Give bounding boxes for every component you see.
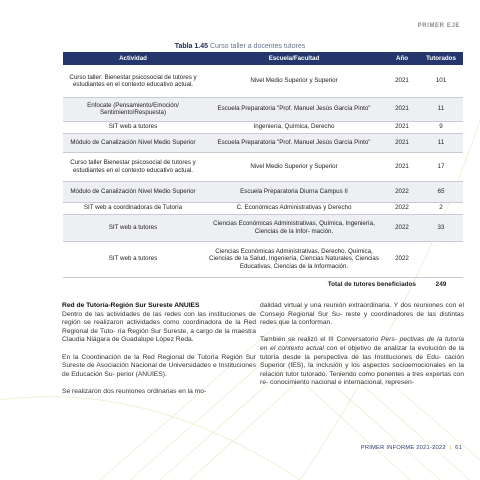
- cell-anio: 2021: [385, 65, 419, 97]
- text-column-left: [62, 302, 256, 405]
- text-column-right: [260, 302, 464, 397]
- cell-actividad: SIT web a tutores: [63, 241, 203, 277]
- cell-anio: 2022: [385, 181, 419, 202]
- cell-actividad: Curso taller: Bienestar psicosocial de tutores y estudiantes en el contexto educativo actual.: [63, 65, 203, 97]
- report-name: PRIMER INFORME 2021-2022: [360, 445, 446, 451]
- cell-actividad: SIT web a tutores: [63, 214, 203, 241]
- column-header-tutorados: Tutorados: [419, 52, 463, 65]
- cell-escuela: C. Económicas Administrativas y Derecho: [203, 202, 385, 214]
- paragraph-text: También se realizó el III Conversatorio: [260, 336, 381, 344]
- paragraph-text: con el objetivo de analizar la evolución de la tutoría desde la perspectiva de las Instituciones de Edu- cación Superior (IES), la inclusión y los aspectos socioemocionales en la relación tutor tutorado. Teniendo como ponentes a tres expertas con re- conocimiento nacional e internacional, represen-: [260, 344, 464, 387]
- cell-actividad: Módulo de Canalización Nivel Medio Superior: [63, 181, 203, 202]
- cell-tutorados: 65: [419, 181, 463, 202]
- cell-escuela: Nivel Medio Superior y Superior: [203, 152, 385, 181]
- cell-escuela: Ingeniería, Química, Derecho: [203, 121, 385, 133]
- table-row: [63, 97, 463, 121]
- cell-anio: 2021: [385, 152, 419, 181]
- section-heading: Red de Tutoría-Región Sur Sureste ANUIES: [62, 302, 200, 309]
- paragraph: Se realizaron dos reuniones ordinarias en la mo-: [62, 387, 207, 395]
- table-row: [63, 181, 463, 202]
- cell-anio: 2021: [385, 97, 419, 121]
- column-header-escuela: Escuela/Facultad: [203, 52, 385, 65]
- table-row: [63, 202, 463, 214]
- table-caption: [0, 43, 480, 50]
- footer-separator: |: [449, 445, 452, 451]
- total-label: Total de tutores beneficiados: [327, 280, 416, 288]
- cell-tutorados: 2: [419, 202, 463, 214]
- table-row: [63, 121, 463, 133]
- table-row: [63, 133, 463, 152]
- cell-tutorados: [419, 241, 463, 277]
- cell-anio: 2021: [385, 121, 419, 133]
- cell-escuela: Escuela Preparatoria "Prof. Manuel Jesús García Pinto": [203, 97, 385, 121]
- cell-escuela: Escuela Preparatoria "Prof. Manuel Jesús García Pinto": [203, 133, 385, 152]
- cell-anio: 2022: [385, 241, 419, 277]
- cell-actividad: Módulo de Canalización Nivel Medio Superior: [63, 133, 203, 152]
- table-row: [63, 65, 463, 97]
- table-row: [63, 152, 463, 181]
- table-caption-text: Curso taller a docentes tutores: [209, 43, 306, 50]
- cell-tutorados: 11: [419, 97, 463, 121]
- table-header-row: [63, 52, 463, 65]
- table-caption-number: Tabla 1.45: [174, 43, 209, 50]
- paragraph-conversatorio: [260, 336, 464, 388]
- column-header-actividad: Actividad: [63, 52, 203, 65]
- paragraph: En la Coordinación de la Red Regional de Tutoría Región Sur Sureste de Asociación Nacional de Universidades e Instituciones de Educación Su- perior (ANUIES).: [62, 353, 256, 378]
- table-row: [63, 214, 463, 241]
- section-tag: PRIMER EJE: [417, 23, 460, 29]
- event-title: Pers- pectivas de la tutoría en el contexto actual: [260, 336, 464, 352]
- paragraph: Dentro de las actividades de las redes con las instituciones de región se realizaron actividades como coordinadora de la Red Regional de Tuto- ría Región Sur Sureste, a cargo de la maestra Claudia Niágara de Guadalupe López Reda.: [62, 310, 256, 344]
- cell-tutorados: 17: [419, 152, 463, 181]
- cell-actividad: Enfocate (Pensamiento/Emoción/ Sentimiento/Respuesta): [63, 97, 203, 121]
- cell-escuela: Nivel Medio Superior y Superior: [203, 65, 385, 97]
- table-row: [63, 241, 463, 277]
- cell-actividad: SIT web a tutores: [63, 121, 203, 133]
- tutors-table: [63, 52, 463, 289]
- cell-actividad: Curso taller Bienestar psicosocial de tutores y estudiantes en el contexto educativo actual.: [63, 152, 203, 181]
- cell-anio: 2022: [385, 202, 419, 214]
- column-header-anio: Año: [385, 52, 419, 65]
- cell-tutorados: 11: [419, 133, 463, 152]
- table-total-row: [63, 277, 463, 289]
- cell-actividad: SIT web a coordinadoras de Tutoría: [63, 202, 203, 214]
- cell-tutorados: 33: [419, 214, 463, 241]
- page-number: 61: [455, 445, 462, 451]
- cell-escuela: Ciencias Económicas Administrativas, Derecho, Química, Ciencias de la Salud, Ingeniería, Ciencias Naturales, Ciencias Educativas, Ciencias de la Información.: [203, 241, 385, 277]
- total-value: 249: [435, 280, 447, 288]
- paragraph: dalidad virtual y una reunión extraordinaria. Y dos reuniones con el Consejo Regional Sur Su- reste y coordinadores de las distintas redes que la conforman.: [260, 302, 464, 327]
- cell-anio: 2021: [385, 133, 419, 152]
- page-footer: [361, 445, 462, 451]
- cell-escuela: Ciencias Económicas Administrativas, Química, Ingeniería, Ciencias de la Infor- mación.: [203, 214, 385, 241]
- cell-anio: 2022: [385, 214, 419, 241]
- cell-tutorados: 9: [419, 121, 463, 133]
- cell-tutorados: 101: [419, 65, 463, 97]
- cell-escuela: Escuela Preparatoria Diurna Campus II: [203, 181, 385, 202]
